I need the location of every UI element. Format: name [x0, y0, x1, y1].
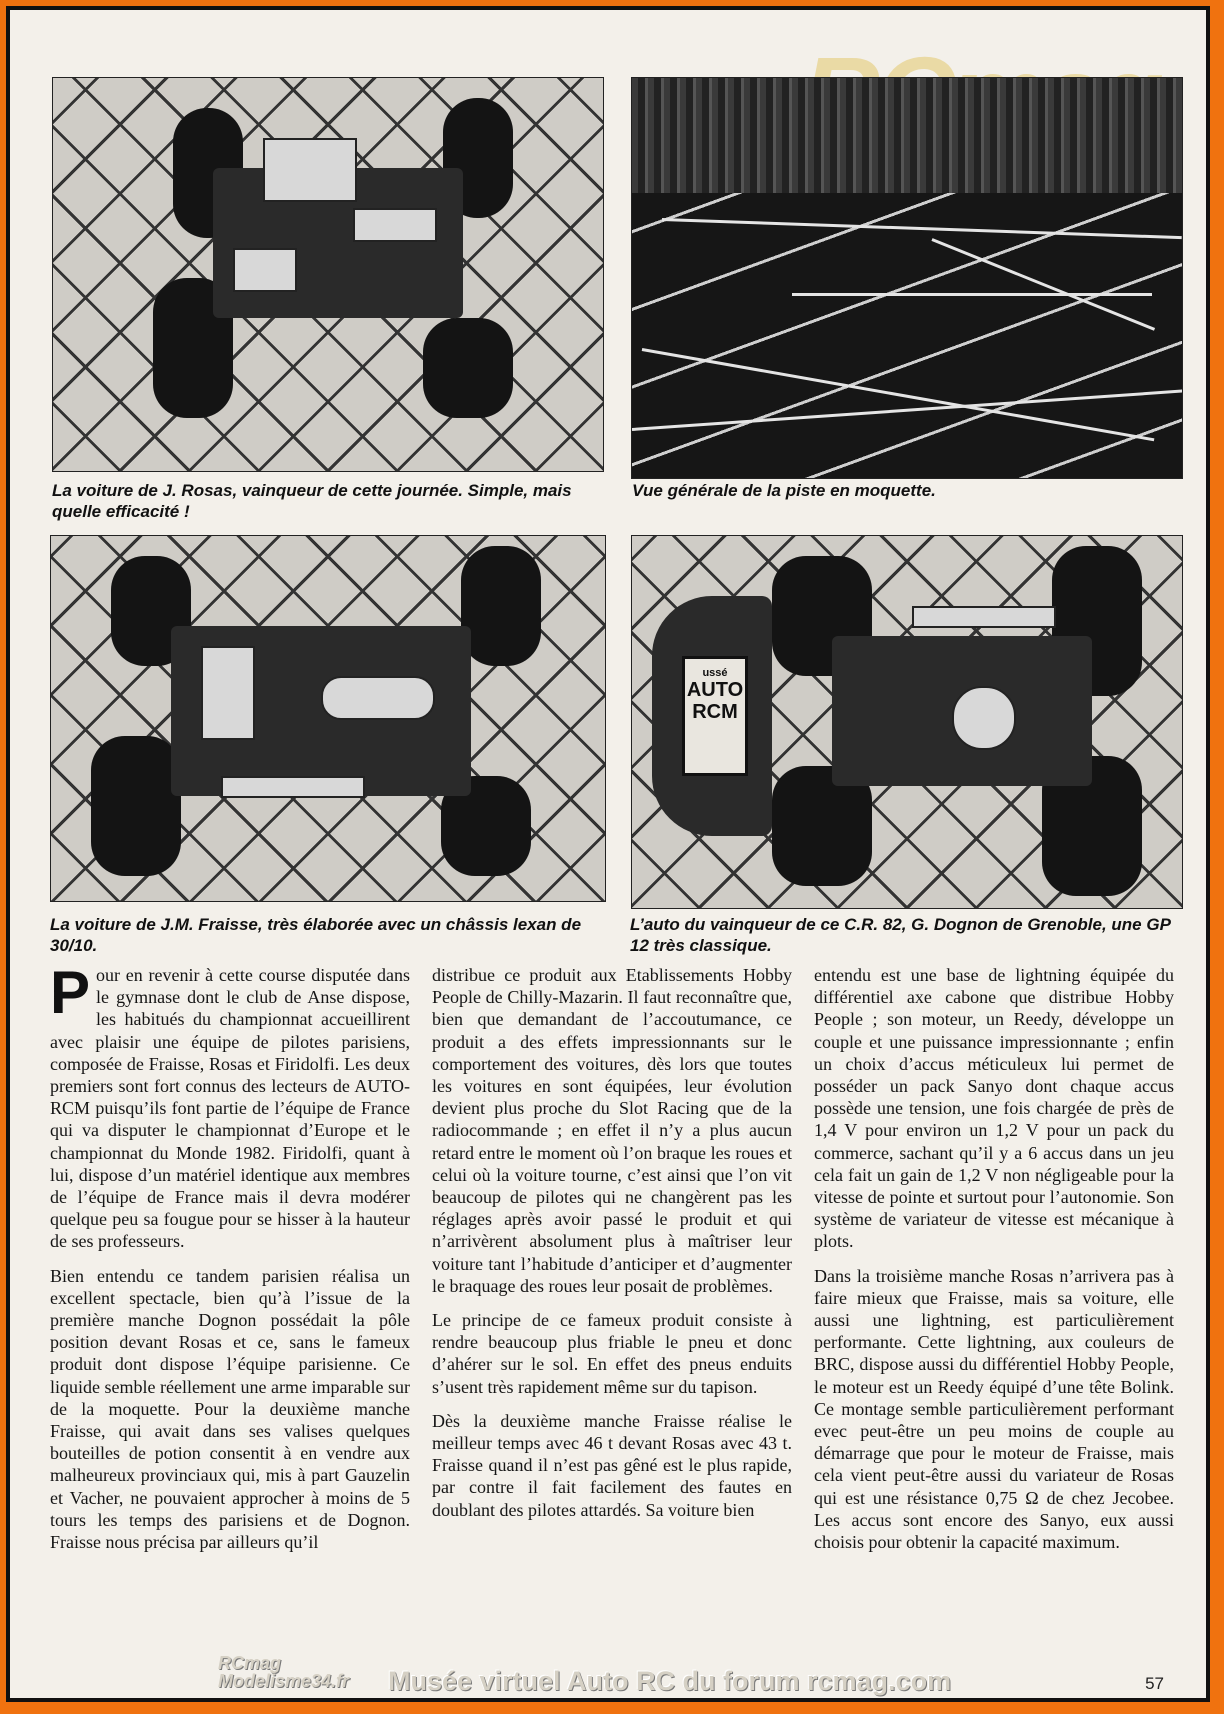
article-paragraph: distribue ce produit aux Etablissements Hobby People de Chilly-Mazarin. Il faut reconnaître que, bien que demandant de l’accoutumance, ce produit a des effets impressionnants sur le comportement des voitures, dès lors que toutes les voitures en sont équipées, leur évolution devient plus proche du Slot Racing que de la radiocommande ; en effet il n’y a plus aucun retard entre le moment où l’on braque les roues et celui où la voiture tourne, c’est ainsi que l’on vit beaucoup de pilotes qui ne changèrent pas les réglages après avoir passé le produit et qui n’arrivèrent absolument plus à maîtriser leur voiture tant l’habitude d’anticiper et d’augmenter le braquage des roues leur posait de problèmes.	[432, 965, 792, 1296]
footer-watermark-modelisme: Modelisme34.fr	[218, 1671, 350, 1691]
car-chassis	[153, 98, 533, 438]
article-column-3	[814, 964, 1174, 1553]
article-paragraph: Dans la troisième manche Rosas n’arrivera pas à faire mieux que Fraisse, mais sa voiture, elle aussi une lightning, est particulièrement performante. Cette lightning, aux couleurs de BRC, dispose aussi du différentiel Hobby People, le moteur est un Reedy équipé d’une tête Bolink. Ce montage semble particulièrement performant evec peut-être un peu moins de couple au démarrage que pour le moteur de Fraisse, mais cela vient peut-être aussi du variateur de Rosas qui est une résistance 0,75 Ω de chez Jecobee. Les accus sont encore des Sanyo, eux aussi choisis pour obtenir la capacité maximum.	[814, 1265, 1174, 1553]
article-paragraph: entendu est une base de lightning équipée du différentiel axe cabone que distribue Hobby People ; son moteur, un Reedy, développe un couple et une puissance impressionnante ; enfin un choix d’accus méticuleux lui permet de posséder un pack Sanyo dont chaque accus possède une tension, une fois chargée de près de 1,4 V pour environ un 1,2 V pour un pack du commerce, sachant qu’il y a 6 accus dans un jeu cela fait un gain de 1,2 V non négligeable pour la vitesse de pointe et surtout pour l’autonomie. Son système de variateur de vitesse est mécanique à plots.	[814, 965, 1174, 1252]
caption-dognon-car: L’auto du vainqueur de ce C.R. 82, G. Dognon de Grenoble, une GP 12 très classique.	[630, 915, 1171, 955]
photo-dognon-car	[631, 535, 1183, 909]
car-chassis	[91, 546, 551, 886]
photo-fraisse-car	[50, 535, 606, 902]
drop-cap: P	[50, 959, 91, 1026]
footer-watermark-text: Musée virtuel Auto RC du forum rcmag.com	[388, 1666, 952, 1696]
article-paragraph: Pour en revenir à cette course disputée dans le gymnase dont le club de Anse dispose, les habitués du championnat accueillirent avec plaisir une équipe de pilotes parisiens, composée de Fraisse, Rosas et Firidolfi. Les deux premiers sont fort connus des lecteurs de AUTO-RCM puisqu’ils font partie de l’équipe de France qui va disputer le championnat d’Europe et le championnat du Monde 1982. Firidolfi, quant à lui, dispose d’un matériel identique aux membres de l’équipe de France mais il devra modérer quelque peu sa fougue pour se hisser à la hauteur de ses professeurs.	[50, 959, 410, 1252]
sticker-text: AUTO RCM	[686, 679, 744, 723]
sticker-small-text: ussé	[702, 667, 728, 679]
caption-fraisse-car: La voiture de J.M. Fraisse, très élaborée avec un châssis lexan de 30/10.	[50, 915, 582, 955]
magazine-page	[6, 6, 1210, 1702]
page-number: 57	[1145, 1674, 1164, 1693]
photo-track	[631, 77, 1183, 479]
article-paragraph: Le principe de ce fameux produit consiste à rendre beaucoup plus friable le pneu et donc d’ahérer sur le sol. En effet des pneus enduits s’usent très rapidement même sur du tapison.	[432, 1310, 792, 1397]
article-column-1	[50, 959, 410, 1553]
caption-track: Vue générale de la piste en moquette.	[632, 481, 936, 500]
caption-rosas-car: La voiture de J. Rosas, vainqueur de cette journée. Simple, mais quelle efficacité !	[52, 481, 572, 521]
footer-watermark-logo	[218, 1654, 349, 1690]
auto-rcm-sticker	[682, 656, 748, 776]
article-column-2	[432, 964, 792, 1521]
crowd	[632, 78, 1182, 193]
article-paragraph: Bien entendu ce tandem parisien réalisa un excellent spectacle, bien qu’à l’issue de la première manche Dognon possédait la pôle position devant Rosas et ce, sans le fameux produit dont dispose l’équipe parisienne. Ce liquide semble réellement une arme imparable sur de la moquette. Pour la deuxième manche Fraisse, qui avait dans ses valises quelques bouteilles de potion consentit à en vendre aux malheureux provinciaux qui, mis à part Gauzelin et Vacher, ne pouvaient approcher à moins de 5 tours les temps des parisiens et de Dognon. Fraisse nous précisa par ailleurs qu’il	[50, 1265, 410, 1553]
photo-rosas-car	[52, 77, 604, 472]
footer-watermark-rcmag: RCmag	[218, 1653, 282, 1673]
article-paragraph: Dès la deuxième manche Fraisse réalise le meilleur temps avec 46 t devant Rosas avec 43 t. Fraisse quand il n’est pas gêné est le plus rapide, par contre il fait facilement des fautes en doublant des pilotes attardés. Sa voiture bien	[432, 1410, 792, 1520]
car-chassis	[652, 546, 1162, 896]
